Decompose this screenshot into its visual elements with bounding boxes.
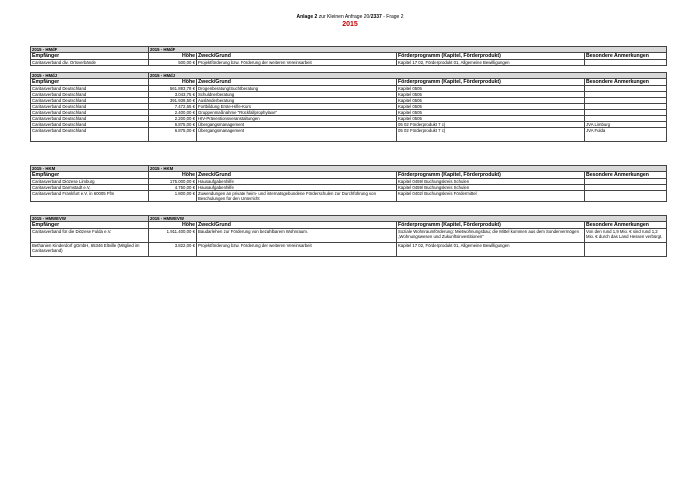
cell-hoehe: 1.911.400,00 € — [149, 229, 197, 243]
cell-hoehe: 391.939,50 € — [149, 98, 197, 104]
cell-zweck: Übergangsmanagement — [197, 122, 397, 128]
table-row — [31, 243, 667, 257]
column-header-zweck: Zweck/Grund — [197, 53, 397, 60]
column-header-anmerkungen: Besondere Anmerkungen — [585, 79, 667, 86]
column-header-foerder: Förderprogramm (Kapitel, Förderprodukt) — [397, 53, 585, 60]
cell-zweck: Drogenberatung/Suchtberatung — [197, 86, 397, 92]
cell-foerder: 05 02 Förderprodukt 7 c) — [397, 122, 585, 128]
cell-zweck: Zuwendungen an private heim- und internatsgebundene Förderschulen zur Durchführung von Beschulungen für den Unterricht — [197, 191, 397, 202]
column-header-row — [31, 79, 667, 86]
cell-zweck: Projektförderung bzw. Förderung der weiteren Vereinsarbeit — [197, 243, 397, 257]
column-header-foerder: Förderprogramm (Kapitel, Förderprodukt) — [397, 172, 585, 179]
cell-foerder: Kapitel 0505 — [397, 116, 585, 122]
column-header-zweck: Zweck/Grund — [197, 172, 397, 179]
header-question: - Frage 2 — [381, 14, 404, 20]
cell-hoehe: 4.750,00 € — [149, 185, 197, 191]
cell-zweck: Hausaufgabenhilfe — [197, 185, 397, 191]
cell-zweck: Übergangsmanagement — [197, 128, 397, 142]
cell-empfaenger: Caritasverband für die Diözese Fulda e.V. — [31, 229, 149, 243]
section-title: 2015 - HMWEVW — [31, 216, 149, 222]
column-header-anmerkungen: Besondere Anmerkungen — [585, 172, 667, 179]
header-number: 2337 — [370, 14, 382, 20]
cell-foerder: 05 02 Förderprodukt 7 c) — [397, 128, 585, 142]
section-title: 2015 - HMdF — [31, 47, 149, 53]
column-header-hoehe: Höhe — [149, 222, 197, 229]
cell-zweck: Fortbildung Erste-Hilfe-Kurs — [197, 104, 397, 110]
column-header-row — [31, 222, 667, 229]
cell-hoehe: 6.875,00 € — [149, 128, 197, 142]
cell-zweck: Schuldnerberatung — [197, 92, 397, 98]
table-row — [31, 128, 667, 142]
header-annex: Anlage 2 — [296, 14, 318, 20]
cell-empfaenger: Caritasverband Deutschland — [31, 122, 149, 128]
cell-empfaenger: Caritasverband Deutschland — [31, 110, 149, 116]
table-row — [31, 191, 667, 202]
cell-anmerkungen: JVA Limburg — [585, 122, 667, 128]
column-header-hoehe: Höhe — [149, 79, 197, 86]
cell-empfaenger: Caritasverband Deutschland — [31, 116, 149, 122]
cell-empfaenger: Caritasverband Deutschland — [31, 98, 149, 104]
column-header-foerder: Förderprogramm (Kapitel, Förderprodukt) — [397, 222, 585, 229]
cell-hoehe: 6.875,00 € — [149, 122, 197, 128]
section-title: 2015 - HMWEVW — [149, 216, 667, 222]
cell-foerder: Kapitel 0505 — [397, 98, 585, 104]
table-row — [31, 60, 667, 66]
document-header — [0, 14, 700, 29]
section-title: 2015 - HMdJ — [149, 73, 667, 79]
section-table — [30, 215, 667, 257]
cell-foerder: Kapitel 0459/ Buchungskreis Schulen — [397, 185, 585, 191]
column-header-foerder: Förderprogramm (Kapitel, Förderprodukt) — [397, 79, 585, 86]
cell-anmerkungen: Von den rund 1,9 Mio. € sind rund 1,2 Mio. € durch das Land Hessen verbürgt. — [585, 229, 667, 243]
cell-empfaenger: Caritasverband Frankfurt e.V. in 60005 Ffm — [31, 191, 149, 202]
cell-zweck: Baudarlehen zur Förderung von bezahlbarem Wohnraum. — [197, 229, 397, 243]
cell-empfaenger: Caritasverband Deutschland — [31, 86, 149, 92]
cell-anmerkungen: JVA Fulda — [585, 128, 667, 142]
column-header-empfaenger: Empfänger — [31, 172, 149, 179]
cell-empfaenger: Caritasverband div. Ortsverbände — [31, 60, 149, 66]
section-table — [30, 165, 667, 202]
column-header-row — [31, 53, 667, 60]
cell-anmerkungen — [585, 191, 667, 202]
column-header-empfaenger: Empfänger — [31, 222, 149, 229]
cell-anmerkungen — [585, 60, 667, 66]
column-header-zweck: Zweck/Grund — [197, 79, 397, 86]
cell-empfaenger: Caritasverband Diözese Limburg — [31, 179, 149, 185]
column-header-anmerkungen: Besondere Anmerkungen — [585, 222, 667, 229]
section-title: 2015 - HMdF — [149, 47, 667, 53]
cell-zweck: Projektförderung bzw. Förderung der weiteren Vereinsarbeit — [197, 60, 397, 66]
cell-hoehe: 7.472,65 € — [149, 104, 197, 110]
column-header-anmerkungen: Besondere Anmerkungen — [585, 53, 667, 60]
section-title: 2015 - HMdJ — [31, 73, 149, 79]
cell-foerder: Kapitel 0402/ Buchungskreis Fördermittel — [397, 191, 585, 202]
column-header-empfaenger: Empfänger — [31, 79, 149, 86]
cell-foerder: Kapitel 0505 — [397, 92, 585, 98]
column-header-row — [31, 172, 667, 179]
section-title: 2015 - HKM — [31, 166, 149, 172]
section-table — [30, 72, 667, 142]
column-header-empfaenger: Empfänger — [31, 53, 149, 60]
section-table — [30, 46, 667, 66]
cell-hoehe: 500,00 € — [149, 60, 197, 66]
cell-foerder: Kapitel 17 02, Förderprodukt 01, Allgemeine Bewilligungen — [397, 243, 585, 257]
header-inquiry: zur Kleinen Anfrage 20/ — [317, 14, 371, 20]
column-header-hoehe: Höhe — [149, 172, 197, 179]
cell-foerder: Kapitel 0505 — [397, 86, 585, 92]
cell-foerder: Soziale Wohnraumförderung: Mietwohnungsbau; die Mittel kommen aus dem Sondervermögen „Wohnungswesen und Zukunftsinvestitionen“ — [397, 229, 585, 243]
cell-hoehe: 561.883,78 € — [149, 86, 197, 92]
cell-zweck: HIV-Präventionsveranstaltungen — [197, 116, 397, 122]
cell-hoehe: 175.000,00 € — [149, 179, 197, 185]
cell-empfaenger: Caritasverband Deutschland — [31, 92, 149, 98]
cell-hoehe: 1.800,00 € — [149, 191, 197, 202]
cell-foerder: Kapitel 17 02, Förderprodukt 01, Allgemeine Bewilligungen — [397, 60, 585, 66]
header-year: 2015 — [342, 21, 358, 28]
table-row — [31, 229, 667, 243]
cell-foerder: Kapitel 0505 — [397, 110, 585, 116]
cell-hoehe: 3.043,75 € — [149, 92, 197, 98]
cell-empfaenger: Bethanien Kinderdorf gGmbH, 65346 Eltville (Mitglied im Caritasverband) — [31, 243, 149, 257]
cell-empfaenger: Caritasverband Deutschland — [31, 128, 149, 142]
cell-empfaenger: Caritasverband Darmstadt e.V. — [31, 185, 149, 191]
column-header-hoehe: Höhe — [149, 53, 197, 60]
cell-foerder: Kapitel 0459/ Buchungskreis Schulen — [397, 179, 585, 185]
cell-zweck: Gruppenmaßnahme "Rückfallprophylaxe" — [197, 110, 397, 116]
column-header-zweck: Zweck/Grund — [197, 222, 397, 229]
cell-foerder: Kapitel 0505 — [397, 104, 585, 110]
cell-hoehe: 2.200,00 € — [149, 116, 197, 122]
cell-hoehe: 2.400,00 € — [149, 110, 197, 116]
cell-anmerkungen — [585, 243, 667, 257]
cell-zweck: Ausländerberatung — [197, 98, 397, 104]
cell-hoehe: 3.822,00 € — [149, 243, 197, 257]
section-title: 2015 - HKM — [149, 166, 667, 172]
cell-empfaenger: Caritasverband Deutschland — [31, 104, 149, 110]
cell-zweck: Hausaufgabenhilfe — [197, 179, 397, 185]
